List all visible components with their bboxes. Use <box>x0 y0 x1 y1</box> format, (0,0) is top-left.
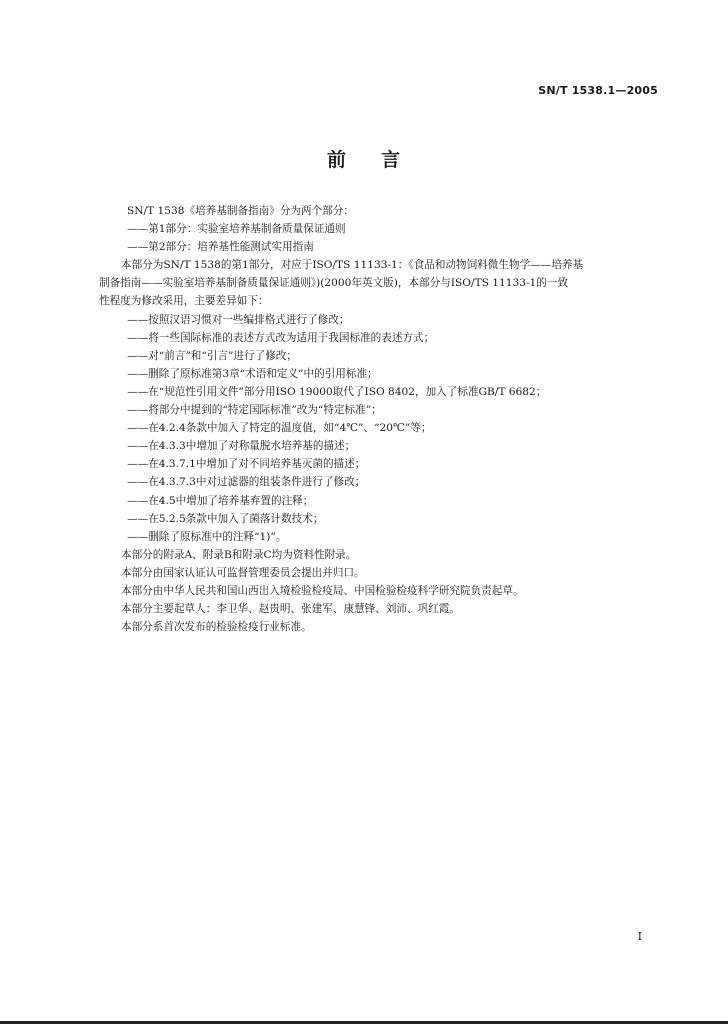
drafters-statement: 本部分主要起草人：李卫华、赵贵明、张建军、康慧锋、刘沛、巩红霞。 <box>121 603 460 616</box>
foreword-body <box>99 202 667 636</box>
appendix-statement: 本部分的附录A、附录B和附录C均为资料性附录。 <box>121 548 357 561</box>
difference-list-item: ——删除了原标准第3章“术语和定义”中的引用标准； <box>127 367 378 380</box>
difference-list-item: ——在4.3.3中增加了对称量脱水培养基的描述； <box>127 440 356 453</box>
difference-list-item: ——将一些国际标准的表述方式改为适用于我国标准的表述方式； <box>127 331 435 344</box>
correspondence-paragraph: 本部分为SN/T 1538的第1部分，对应于ISO/TS 11133-1：《食品和动物饲料微生物学——培养基 <box>121 259 584 272</box>
standard-number: SN/T 1538.1—2005 <box>538 84 658 97</box>
difference-list-item: ——在4.2.4条款中加入了特定的温度值，如“4℃”、“20℃”等； <box>127 422 432 435</box>
first-release-statement: 本部分系首次发布的检验检疫行业标准。 <box>121 621 312 634</box>
difference-list-item: ——按照汉语习惯对一些编排格式进行了修改； <box>127 313 350 326</box>
difference-list-item: ——在4.5中增加了培养基弃置的注释； <box>127 494 314 507</box>
difference-list-item: ——将部分中提到的“特定国际标准”改为“特定标准”； <box>127 404 382 417</box>
correspondence-paragraph-cont: 制备指南——实验室培养基制备质量保证通则》)(2000年英文版)，本部分与ISO/TS 11133-1的一致 <box>99 277 569 290</box>
page-number: I <box>637 930 642 943</box>
difference-list-item: ——在4.3.7.1中增加了对不同培养基灭菌的描述； <box>127 458 366 471</box>
drafting-units-statement: 本部分由中华人民共和国山西出入境检验检疫局、中国检验检疫科学研究院负责起草。 <box>121 584 524 597</box>
title-char-1: 前 <box>326 149 347 171</box>
part-list-item: ——第2部分：培养基性能测试实用指南 <box>127 241 314 254</box>
intro-line: SN/T 1538《培养基制备指南》分为两个部分： <box>127 205 354 217</box>
difference-list-item: ——在5.2.5条款中加入了菌落计数技术； <box>127 512 324 525</box>
page-title <box>0 145 728 172</box>
title-char-2: 言 <box>381 149 402 171</box>
difference-list-item: ——删除了原标准中的注释“1)”。 <box>127 530 287 543</box>
difference-list-item: ——在“规范性引用文件”部分用ISO 19000取代了ISO 8402，加入了标准GB/T 6682； <box>127 385 547 398</box>
difference-list-item: ——在4.3.7.3中对过滤器的组装条件进行了修改； <box>127 476 366 489</box>
part-list-item: ——第1部分：实验室培养基制备质量保证通则 <box>127 223 346 236</box>
proposer-statement: 本部分由国家认证认可监督管理委员会提出并归口。 <box>121 566 365 579</box>
correspondence-paragraph-cont: 性程度为修改采用，主要差异如下： <box>99 295 269 308</box>
difference-list-item: ——对“前言”和“引言”进行了修改； <box>127 349 297 362</box>
